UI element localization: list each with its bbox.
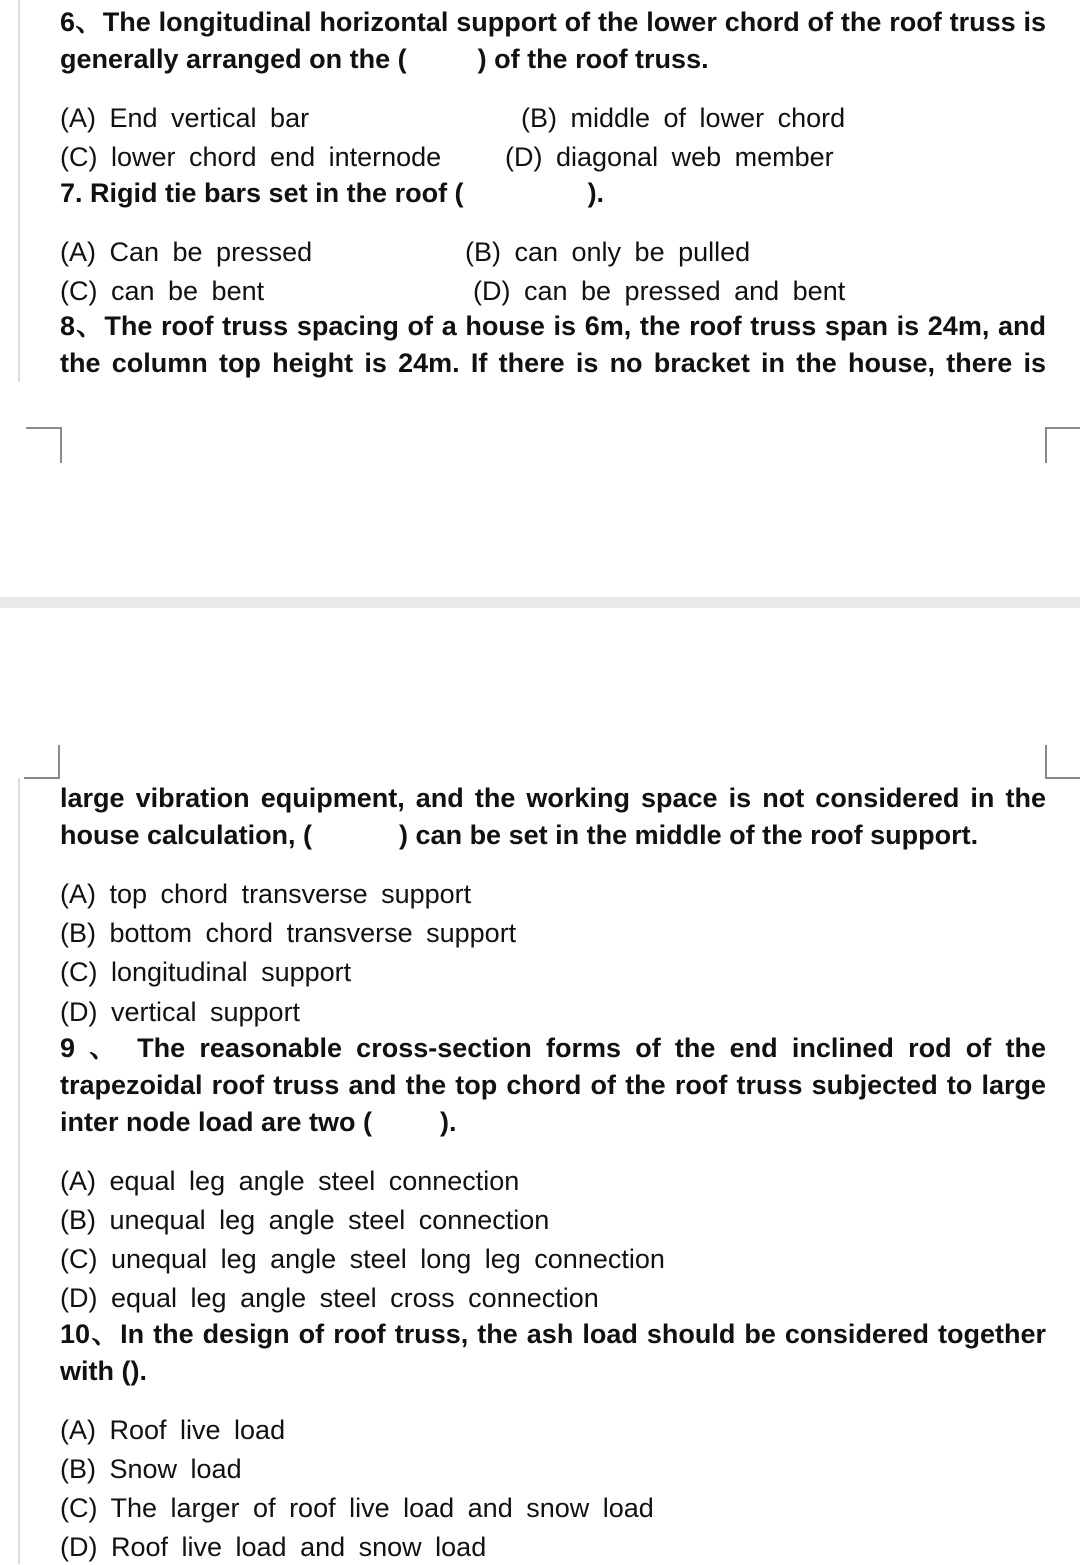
question-6-line-1: 6、The longitudinal horizontal support of the lower chord of the roof truss is (60, 7, 1046, 37)
option-10b: (B) Snow load (60, 1454, 242, 1484)
crop-mark-top-right (1045, 745, 1080, 779)
question-8-line-2: the column top height is 24m. If there is no bracket in the house, there is (60, 348, 1046, 378)
question-9-line-1: 9 、 The reasonable cross-section forms of the end inclined rod of the (60, 1033, 1046, 1063)
crop-mark-bottom-left (26, 427, 62, 463)
question-7-text-end: ). (587, 178, 605, 208)
question-7 (60, 175, 1046, 211)
option-9c: (C) unequal leg angle steel long leg connection (60, 1244, 665, 1274)
option-10c: (C) The larger of roof live load and snow load (60, 1493, 654, 1523)
option-10d: (D) Roof live load and snow load (60, 1532, 487, 1562)
page-separator (0, 597, 1080, 608)
question-8-line-1: 8、The roof truss spacing of a house is 6m, the roof truss span is 24m, and (60, 311, 1046, 341)
option-9b: (B) unequal leg angle steel connection (60, 1205, 550, 1235)
option-6d: (D) diagonal web member (505, 142, 834, 172)
question-8-line-3: large vibration equipment, and the working space is not considered in the (60, 783, 1046, 813)
option-8d: (D) vertical support (60, 997, 301, 1027)
option-6c: (C) lower chord end internode (60, 142, 442, 172)
crop-mark-top-left (24, 745, 60, 779)
question-8-text-start: house calculation, ( (60, 820, 313, 850)
option-7b: (B) can only be pulled (465, 237, 751, 267)
question-9-line-2: trapezoidal roof truss and the top chord of the roof truss subjected to large (60, 1070, 1046, 1100)
option-9a: (A) equal leg angle steel connection (60, 1166, 520, 1196)
question-6-text-end: ) of the roof truss. (477, 44, 709, 74)
question-8-line-4 (60, 817, 1046, 853)
option-8a: (A) top chord transverse support (60, 879, 472, 909)
question-9-text-end: ). (440, 1107, 457, 1137)
option-8b: (B) bottom chord transverse support (60, 918, 517, 948)
option-8c: (C) longitudinal support (60, 957, 352, 987)
option-7c: (C) can be bent (60, 276, 265, 306)
question-6-text-start: generally arranged on the ( (60, 44, 407, 74)
question-10-line-1: 10、In the design of roof truss, the ash load should be considered together (60, 1319, 1046, 1349)
option-7a: (A) Can be pressed (60, 237, 313, 267)
document-page-bottom (0, 608, 1080, 1564)
option-6b: (B) middle of lower chord (521, 103, 846, 133)
page-left-edge-line (18, 778, 20, 1564)
question-6-line-2 (60, 41, 1046, 77)
question-10-line-2: with (). (60, 1356, 147, 1386)
crop-mark-bottom-right (1045, 427, 1080, 463)
option-9d: (D) equal leg angle steel cross connection (60, 1283, 599, 1313)
question-7-text-start: 7. Rigid tie bars set in the roof ( (60, 178, 464, 208)
option-7d: (D) can be pressed and bent (473, 276, 846, 306)
option-10a: (A) Roof live load (60, 1415, 286, 1445)
page-left-edge-line (18, 0, 20, 382)
option-6a: (A) End vertical bar (60, 103, 310, 133)
question-8-text-end: ) can be set in the middle of the roof support. (399, 820, 979, 850)
document-page-top (0, 0, 1080, 597)
question-9-text-start: inter node load are two ( (60, 1107, 373, 1137)
question-9-line-3 (60, 1104, 1046, 1140)
